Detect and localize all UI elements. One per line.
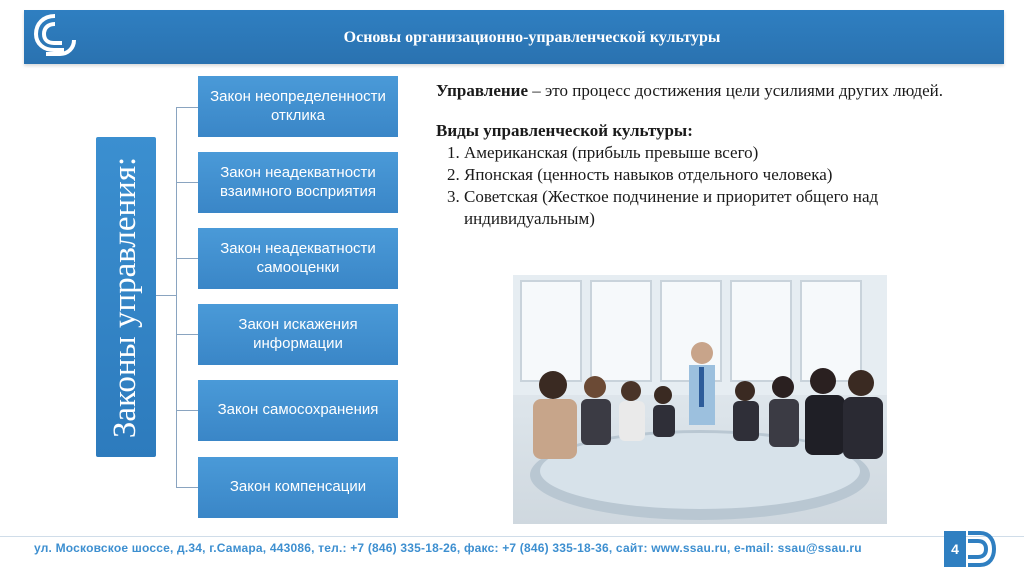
law-box-label: Закон компенсации — [229, 478, 367, 496]
law-box-self-assessment — [198, 228, 398, 289]
page-title: Основы организационно-управленческой культуры — [343, 29, 721, 46]
diagram-branch — [176, 107, 198, 108]
list-item: 1. Американская (прибыль превыше всего) — [464, 142, 956, 164]
diagram-connector — [156, 295, 176, 296]
meeting-photo-illustration — [513, 275, 887, 524]
footer-contact-info: ул. Московское шоссе, д.34, г.Самара, 443086, тел.: +7 (846) 335-18-26, факс: +7 (846) 335-18-36, сайт: www.ssau.ru, e-mail: ssau@ssau.ru — [34, 541, 862, 555]
page-number: 4 — [944, 531, 966, 567]
diagram-branch — [176, 410, 198, 411]
law-box-self-preservation — [198, 380, 398, 441]
law-box-mutual-perception — [198, 152, 398, 213]
law-box-compensation — [198, 457, 398, 518]
definition-paragraph — [436, 80, 956, 102]
main-content — [436, 80, 956, 231]
footer-divider — [0, 536, 1024, 537]
law-box-label: Закон самосохранения — [217, 401, 379, 419]
types-title: Виды управленческой культуры: — [436, 121, 693, 141]
types-list — [436, 142, 956, 230]
diagram-branch — [176, 334, 198, 335]
law-box-label: Закон неопределенности отклика — [210, 87, 386, 124]
diagram-branch — [176, 487, 198, 488]
definition-term: Управление — [436, 81, 529, 100]
diagram-branch — [176, 182, 198, 183]
list-item: 2. Японская (ценность навыков отдельного человека) — [464, 164, 956, 186]
laws-vertical-label-text: Законы управления: — [107, 156, 144, 438]
university-footer-logo-icon — [966, 529, 996, 569]
definition-text: – это процесс достижения цели усилиями других людей. — [528, 81, 943, 100]
laws-vertical-label — [96, 137, 156, 457]
law-box-label: Закон неадекватности самооценки — [220, 239, 376, 276]
law-box-label: Закон искажения информации — [238, 315, 358, 352]
law-box-information-distortion — [198, 304, 398, 365]
list-item: 3. Советская (Жесткое подчинение и приоритет общего над индивидуальным) — [464, 186, 956, 230]
law-box-label: Закон неадекватности взаимного восприятия — [220, 163, 376, 200]
meeting-photo — [513, 275, 887, 524]
law-box-uncertainty — [198, 76, 398, 137]
diagram-branch — [176, 258, 198, 259]
diagram-trunk-line — [176, 107, 177, 487]
